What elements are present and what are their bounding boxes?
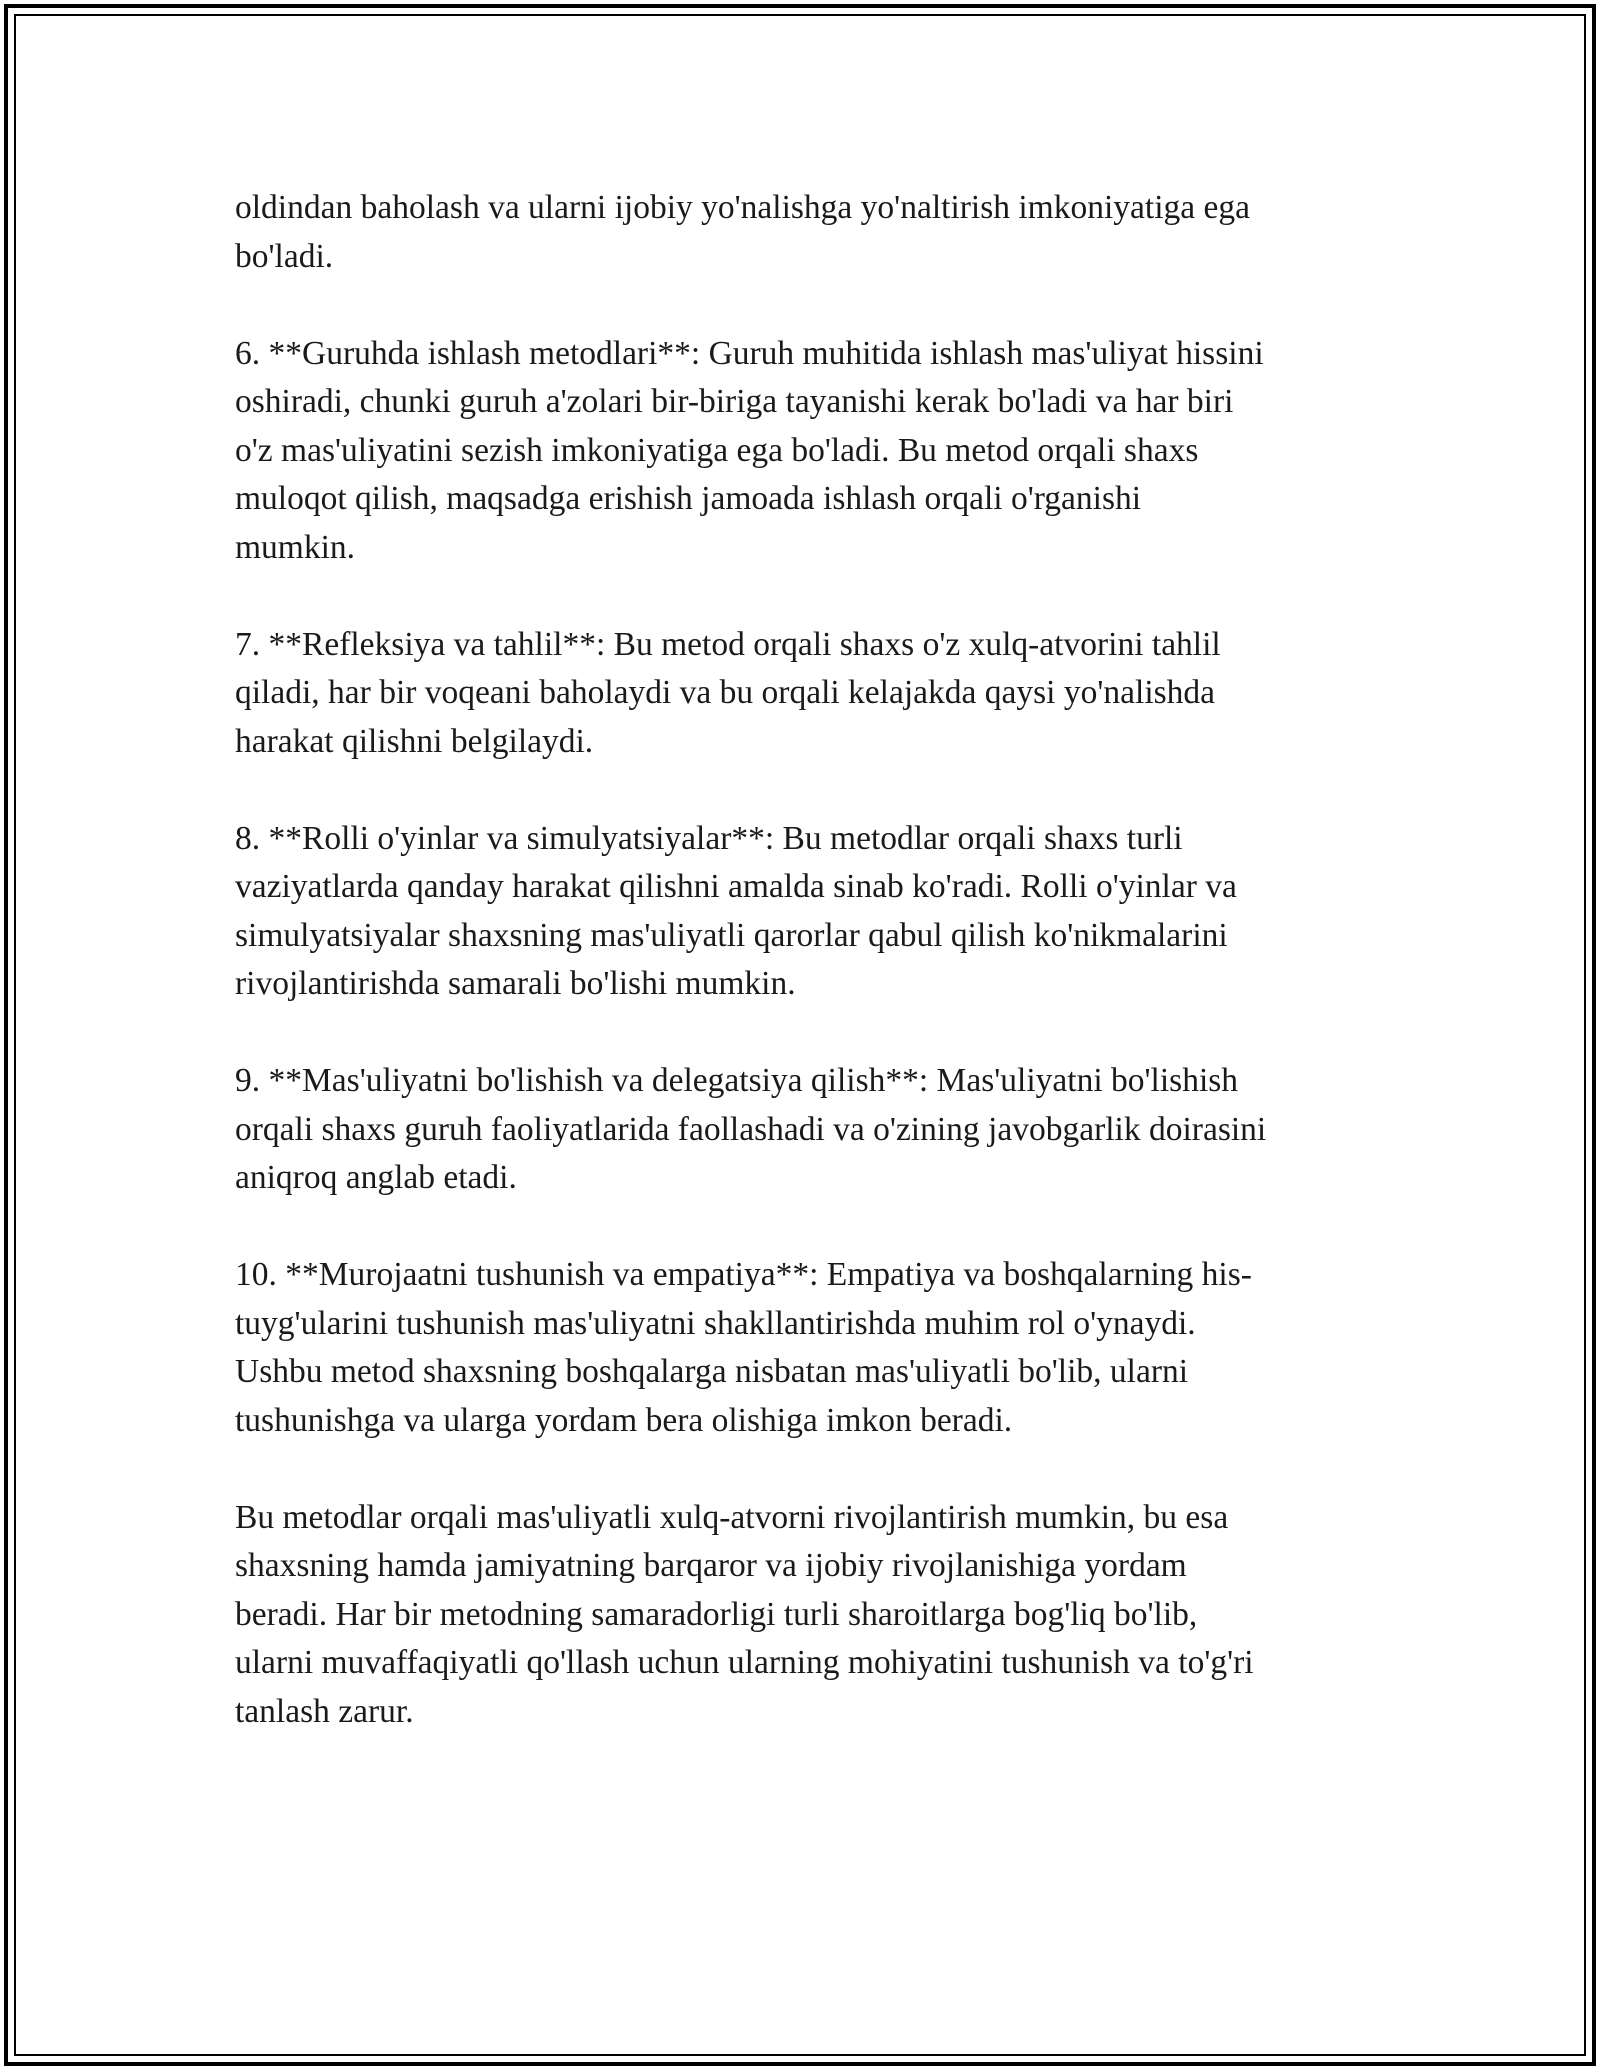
paragraph-item-7: 7. **Refleksiya va tahlil**: Bu metod orqali shaxs o'z xulq-atvorini tahlil qiladi, har bir voqeani baholaydi va bu orqali kelajakda qaysi yo'nalishda harakat qilishni belgilaydi. bbox=[235, 625, 1221, 760]
paragraph-item-9: 9. **Mas'uliyatni bo'lishish va delegatsiya qilish**: Mas'uliyatni bo'lishish orqali shaxs guruh faoliyatlarida faollashadi va o'zining javobgarlik doirasini aniqroq anglab etadi. bbox=[235, 1062, 1267, 1196]
paragraph-item-6: 6. **Guruhda ishlash metodlari**: Guruh muhitida ishlash mas'uliyat hissini oshiradi, chunki guruh a'zolari bir-biriga tayanishi kerak bo'ladi va har biri o'z mas'uliyatini sezish imkoniyatiga ega bo'ladi. Bu metod orqali shaxs muloqot qilish, maqsadga erishish jamoada ishlash orqali o'rganishi mumkin. bbox=[235, 334, 1264, 566]
paragraph-continuation: oldindan baholash va ularni ijobiy yo'nalishga yo'naltirish imkoniyatiga ega bo'ladi. bbox=[235, 189, 1251, 275]
document-body bbox=[235, 184, 1375, 1785]
paragraph-conclusion: Bu metodlar orqali mas'uliyatli xulq-atvorni rivojlantirish mumkin, bu esa shaxsning hamda jamiyatning barqaror va ijobiy rivojlanishiga yordam beradi. Har bir metodning samaradorligi turli sharoitlarga bog'liq bo'lib, ularni muvaffaqiyatli qo'llash uchun ularning mohiyatini tushunish va to'g'ri tanlash zarur. bbox=[235, 1498, 1254, 1730]
paragraph-item-8: 8. **Rolli o'yinlar va simulyatsiyalar**: Bu metodlar orqali shaxs turli vaziyatlarda qanday harakat qilishni amalda sinab ko'radi. Rolli o'yinlar va simulyatsiyalar shaxsning mas'uliyatli qarorlar qabul qilish ko'nikmalarini rivojlantirishda samarali bo'lishi mumkin. bbox=[235, 819, 1237, 1002]
paragraph-item-10: 10. **Murojaatni tushunish va empatiya**: Empatiya va boshqalarning his- tuyg'ularini tushunish mas'uliyatni shakllantirishda muhim rol o'ynaydi. Ushbu metod shaxsning boshqalarga nisbatan mas'uliyatli bo'lib, ularni tushunishga va ularga yordam bera olishiga imkon beradi. bbox=[235, 1256, 1252, 1439]
